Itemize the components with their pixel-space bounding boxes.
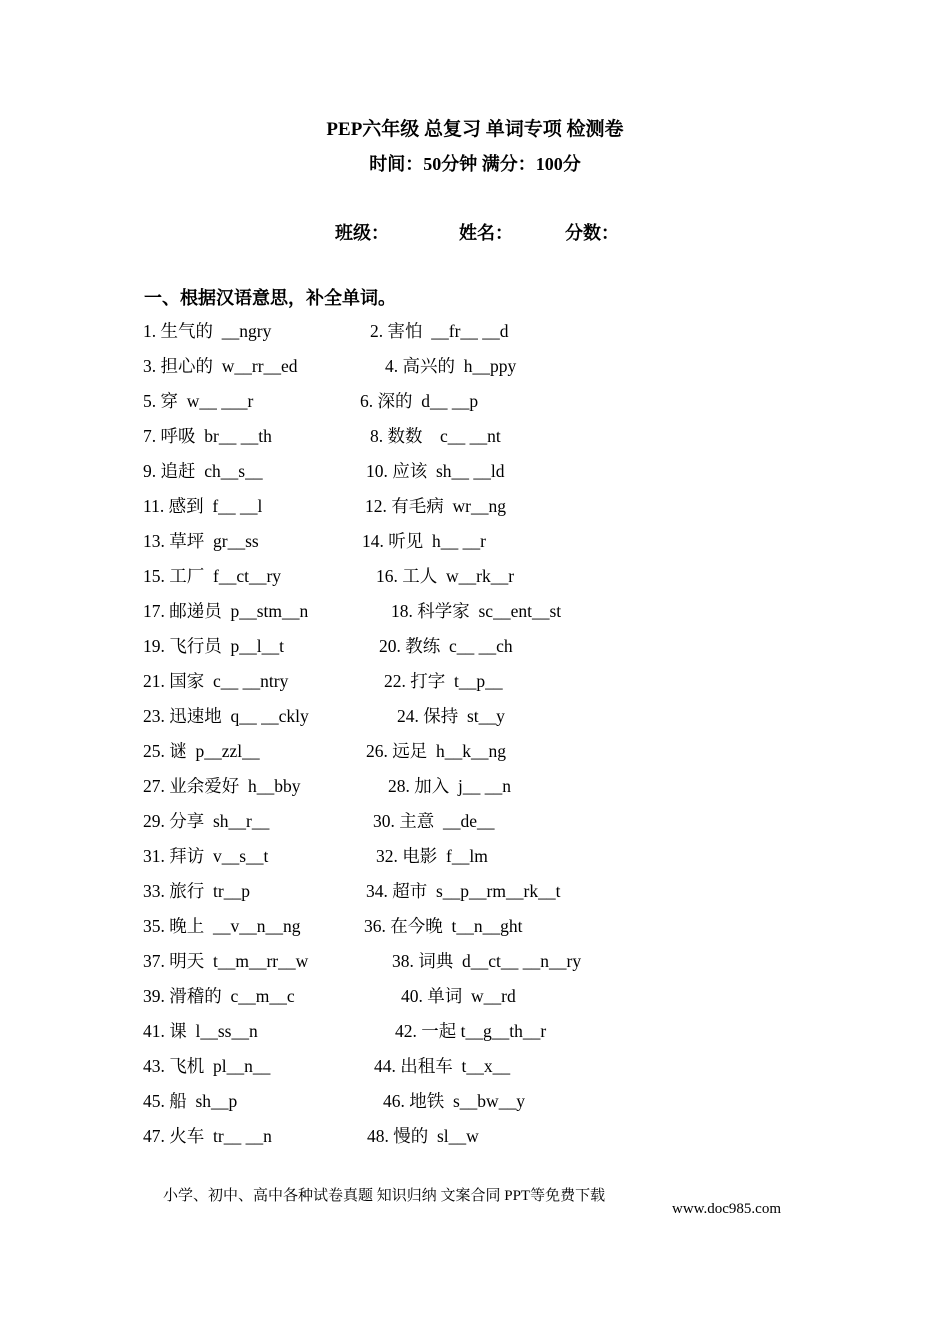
question-item: 35. 晚上 __v__n__ng bbox=[143, 916, 301, 936]
question-item: 11. 感到 f__ __l bbox=[143, 496, 263, 516]
question-item: 28. 加入 j__ __n bbox=[388, 776, 511, 796]
question-item: 31. 拜访 v__s__t bbox=[143, 846, 269, 866]
question-item: 12. 有毛病 wr__ng bbox=[365, 496, 506, 516]
question-item: 36. 在今晚 t__n__ght bbox=[364, 916, 523, 936]
question-item: 22. 打字 t__p__ bbox=[384, 671, 503, 691]
question-item: 41. 课 l__ss__n bbox=[143, 1021, 258, 1041]
footer-url: www.doc985.com bbox=[672, 1201, 782, 1217]
question-item: 27. 业余爱好 h__bby bbox=[143, 776, 301, 796]
exam-time-and-score: 时间：50分钟 满分：100分 bbox=[369, 154, 581, 174]
question-item: 47. 火车 tr__ __n bbox=[143, 1126, 272, 1146]
score-label: 分数： bbox=[565, 223, 619, 243]
question-item: 4. 高兴的 h__ppy bbox=[385, 356, 517, 376]
name-label: 姓名： bbox=[459, 223, 513, 243]
class-label: 班级： bbox=[335, 223, 389, 243]
section-heading: 一、根据汉语意思，补全单词。 bbox=[144, 288, 396, 308]
question-item: 25. 谜 p__zzl__ bbox=[143, 741, 260, 761]
question-item: 39. 滑稽的 c__m__c bbox=[143, 986, 295, 1006]
question-item: 38. 词典 d__ct__ __n__ry bbox=[392, 951, 582, 971]
question-item: 19. 飞行员 p__l__t bbox=[143, 636, 284, 656]
question-item: 17. 邮递员 p__stm__n bbox=[143, 601, 309, 621]
question-item: 13. 草坪 gr__ss bbox=[143, 531, 259, 551]
question-item: 32. 电影 f__lm bbox=[376, 846, 488, 866]
question-item: 6. 深的 d__ __p bbox=[360, 391, 479, 411]
question-item: 2. 害怕 __fr__ __d bbox=[370, 321, 509, 341]
question-item: 42. 一起 t__g__th__r bbox=[395, 1021, 547, 1041]
question-item: 7. 呼吸 br__ __th bbox=[143, 426, 272, 446]
question-item: 30. 主意 __de__ bbox=[373, 811, 495, 831]
question-item: 46. 地铁 s__bw__y bbox=[383, 1091, 525, 1111]
footer bbox=[163, 1167, 782, 1218]
question-item: 8. 数数 c__ __nt bbox=[370, 426, 501, 446]
question-item: 15. 工厂 f__ct__ry bbox=[143, 566, 282, 586]
question-item: 20. 教练 c__ __ch bbox=[379, 636, 513, 656]
question-item: 26. 远足 h__k__ng bbox=[366, 741, 506, 761]
question-item: 1. 生气的 __ngry bbox=[143, 321, 272, 341]
page-title: PEP六年级 总复习 单词专项 检测卷 bbox=[326, 119, 624, 140]
question-item: 45. 船 sh__p bbox=[143, 1091, 238, 1111]
question-item: 18. 科学家 sc__ent__st bbox=[391, 601, 562, 621]
question-item: 40. 单词 w__rd bbox=[401, 986, 516, 1006]
question-item: 44. 出租车 t__x__ bbox=[374, 1056, 511, 1076]
question-item: 3. 担心的 w__rr__ed bbox=[143, 356, 298, 376]
question-item: 14. 听见 h__ __r bbox=[362, 531, 486, 551]
question-item: 5. 穿 w__ ___r bbox=[143, 391, 254, 411]
question-item: 9. 追赶 ch__s__ bbox=[143, 461, 263, 481]
question-item: 29. 分享 sh__r__ bbox=[143, 811, 270, 831]
question-item: 16. 工人 w__rk__r bbox=[376, 566, 515, 586]
question-item: 10. 应该 sh__ __ld bbox=[366, 461, 505, 481]
question-item: 23. 迅速地 q__ __ckly bbox=[143, 706, 309, 726]
footer-text: 小学、初中、高中各种试卷真题 知识归纳 文案合同 PPT等免费下载 bbox=[163, 1188, 606, 1204]
question-item: 37. 明天 t__m__rr__w bbox=[143, 951, 309, 971]
question-item: 48. 慢的 sl__w bbox=[367, 1126, 479, 1146]
question-item: 34. 超市 s__p__rm__rk__t bbox=[366, 881, 561, 901]
question-item: 24. 保持 st__y bbox=[397, 706, 505, 726]
question-item: 21. 国家 c__ __ntry bbox=[143, 671, 289, 691]
question-item: 33. 旅行 tr__p bbox=[143, 881, 250, 901]
question-item: 43. 飞机 pl__n__ bbox=[143, 1056, 271, 1076]
